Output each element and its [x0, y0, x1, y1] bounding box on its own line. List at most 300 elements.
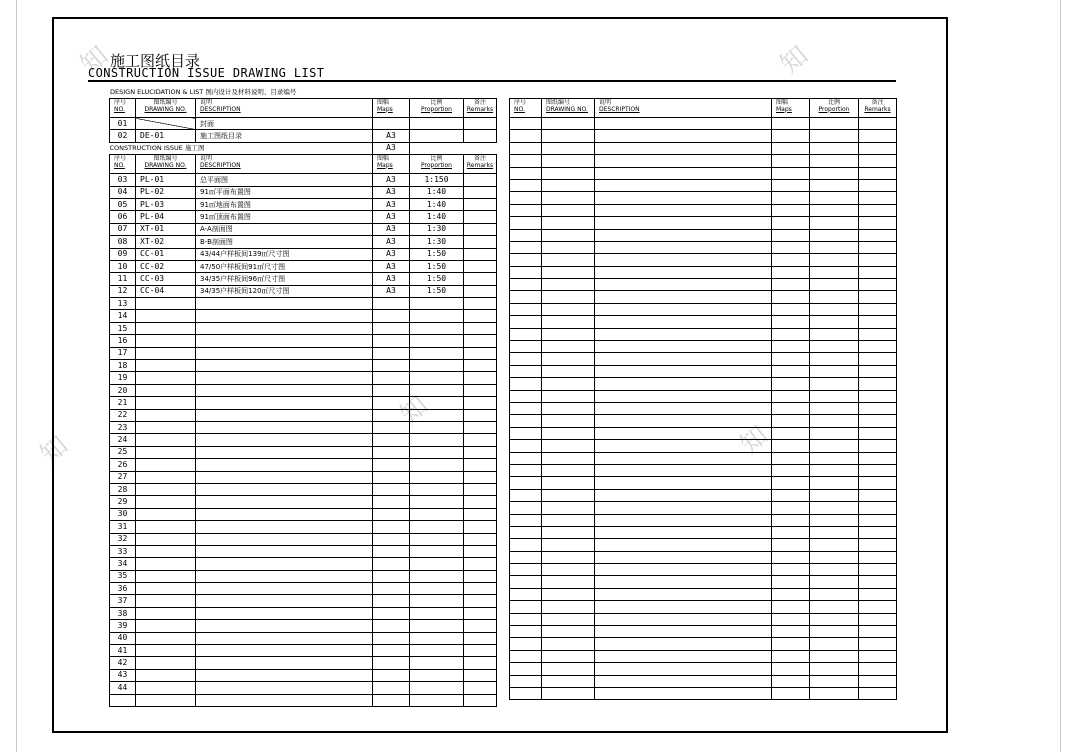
cell-description [595, 167, 772, 179]
cell-no [510, 142, 542, 154]
cell-drawing-no [136, 459, 196, 471]
cell-proportion [810, 526, 859, 538]
cell-proportion: 1:30 [410, 236, 464, 248]
cell-drawing-no [542, 229, 595, 241]
cell-description [595, 204, 772, 216]
cell-drawing-no: CC-04 [136, 285, 196, 297]
cell-drawing-no [136, 682, 196, 694]
cell-remarks [464, 521, 497, 533]
cell-drawing-no [542, 464, 595, 476]
cell-description [595, 502, 772, 514]
table-row [510, 464, 897, 476]
cell-no: 35 [110, 570, 136, 582]
cell-description [196, 521, 373, 533]
cell-no: 27 [110, 471, 136, 483]
cell-drawing-no: PL-03 [136, 198, 196, 210]
cell-maps [373, 645, 410, 657]
header-description: 说明 DESCRIPTION [595, 99, 772, 118]
cell-maps [772, 266, 810, 278]
table-row [510, 539, 897, 551]
cell-remarks [464, 211, 497, 223]
cell-description [595, 564, 772, 576]
cell-no [510, 279, 542, 291]
table-row [510, 229, 897, 241]
cell-remarks [464, 310, 497, 322]
cell-drawing-no [542, 365, 595, 377]
cell-no: 02 [110, 130, 136, 142]
cell-drawing-no [542, 539, 595, 551]
cell-no: 32 [110, 533, 136, 545]
cell-maps [772, 502, 810, 514]
cell-description: A-A剖面图 [196, 223, 373, 235]
cell-maps: A3 [373, 186, 410, 198]
cell-drawing-no [542, 204, 595, 216]
cell-proportion [410, 310, 464, 322]
cell-proportion [410, 335, 464, 347]
cell-no: 38 [110, 607, 136, 619]
table-row [510, 613, 897, 625]
cell-maps [373, 669, 410, 681]
cell-description [595, 390, 772, 402]
table-row [110, 118, 497, 130]
cell-description [196, 483, 373, 495]
cell-drawing-no [542, 316, 595, 328]
cell-no [510, 650, 542, 662]
cell-drawing-no: PL-04 [136, 211, 196, 223]
section-row [110, 142, 497, 154]
cell-drawing-no [136, 118, 196, 130]
cell-no [510, 663, 542, 675]
cell-proportion: 1:50 [410, 248, 464, 260]
cell-no: 44 [110, 682, 136, 694]
cell-remarks [464, 372, 497, 384]
cell-proportion [810, 204, 859, 216]
cell-maps: A3 [373, 174, 410, 186]
table-row [510, 179, 897, 191]
cell-remarks [464, 347, 497, 359]
cell-no [510, 576, 542, 588]
cell-remarks [859, 415, 897, 427]
cell-maps [772, 576, 810, 588]
cell-description [196, 384, 373, 396]
cell-no [510, 464, 542, 476]
table-row [110, 620, 497, 632]
cell-drawing-no [542, 402, 595, 414]
table-row [510, 415, 897, 427]
cell-description [595, 291, 772, 303]
cell-remarks [859, 576, 897, 588]
cell-maps: A3 [373, 211, 410, 223]
cell-no [510, 353, 542, 365]
table-row [510, 118, 897, 130]
cell-no [510, 477, 542, 489]
header-proportion: 比例 Proportion [410, 155, 464, 174]
cell-description [595, 179, 772, 191]
cell-remarks [464, 533, 497, 545]
cell-proportion [810, 118, 859, 130]
cell-description [595, 341, 772, 353]
table-row [510, 316, 897, 328]
cell-proportion [410, 397, 464, 409]
cell-remarks [859, 663, 897, 675]
cell-description [595, 130, 772, 142]
cell-remarks [464, 446, 497, 458]
table-row [510, 142, 897, 154]
cell-proportion [410, 118, 464, 130]
cell-no [510, 341, 542, 353]
cell-no [510, 415, 542, 427]
table-row [510, 551, 897, 563]
cell-remarks [859, 291, 897, 303]
cell-maps: A3 [373, 248, 410, 260]
cell-description [196, 421, 373, 433]
cell-proportion [410, 496, 464, 508]
cell-maps [772, 328, 810, 340]
header-remarks: 备注 Remarks [859, 99, 897, 118]
cell-proportion [810, 514, 859, 526]
cell-proportion [810, 390, 859, 402]
cell-maps [772, 303, 810, 315]
cell-no: 05 [110, 198, 136, 210]
table-row [110, 360, 497, 372]
cell-no: 37 [110, 595, 136, 607]
cell-proportion [810, 341, 859, 353]
cell-no: 12 [110, 285, 136, 297]
cell-maps [373, 372, 410, 384]
cell-remarks [464, 496, 497, 508]
cell-description [595, 266, 772, 278]
cell-description [595, 316, 772, 328]
cell-proportion [810, 353, 859, 365]
cell-no [510, 489, 542, 501]
cell-maps [373, 533, 410, 545]
cell-no: 26 [110, 459, 136, 471]
cell-proportion [810, 167, 859, 179]
cell-drawing-no [542, 341, 595, 353]
cell-proportion [810, 452, 859, 464]
cell-remarks [464, 459, 497, 471]
table-row [510, 514, 897, 526]
cell-proportion [810, 179, 859, 191]
cell-proportion [410, 421, 464, 433]
cell-description [595, 638, 772, 650]
cell-remarks [464, 434, 497, 446]
table-row [510, 192, 897, 204]
cell-proportion [410, 632, 464, 644]
cell-proportion [410, 645, 464, 657]
cell-proportion [810, 576, 859, 588]
table-row [510, 291, 897, 303]
cell-no: 18 [110, 360, 136, 372]
cell-drawing-no [136, 335, 196, 347]
cell-description [196, 682, 373, 694]
cell-maps [772, 402, 810, 414]
table-row [510, 328, 897, 340]
design-section-label: DESIGN ELUCIDATION & LIST 图内设计及材料说明、目录编号 [110, 88, 297, 96]
header-proportion: 比例 Proportion [810, 99, 859, 118]
table-row [510, 353, 897, 365]
table-row [110, 508, 497, 520]
cell-maps [772, 551, 810, 563]
cell-remarks [464, 322, 497, 334]
cell-proportion [810, 464, 859, 476]
cell-drawing-no [136, 372, 196, 384]
cell-description [196, 310, 373, 322]
cell-remarks [464, 421, 497, 433]
cell-description: 34/35户样板间120㎡尺寸图 [196, 285, 373, 297]
cell-proportion [410, 682, 464, 694]
cell-proportion [410, 298, 464, 310]
cell-drawing-no [542, 241, 595, 253]
cell-description [595, 452, 772, 464]
cell-description [595, 402, 772, 414]
cell-description [196, 459, 373, 471]
header-maps: 图幅 Maps [772, 99, 810, 118]
cell-description [196, 508, 373, 520]
table-row [510, 489, 897, 501]
cell-remarks [464, 260, 497, 272]
table-row [110, 570, 497, 582]
cell-drawing-no: CC-03 [136, 273, 196, 285]
cell-maps [772, 390, 810, 402]
cell-description: 施工图纸目录 [196, 130, 373, 142]
cell-drawing-no [542, 167, 595, 179]
table-row [510, 303, 897, 315]
cell-proportion [410, 459, 464, 471]
cell-description [196, 583, 373, 595]
cell-remarks [859, 440, 897, 452]
table-row [510, 365, 897, 377]
cell-maps [373, 483, 410, 495]
cell-maps [772, 626, 810, 638]
cell-description [196, 322, 373, 334]
cell-proportion [810, 402, 859, 414]
table-row [110, 669, 497, 681]
cell-remarks [859, 601, 897, 613]
cell-maps: A3 [373, 142, 410, 154]
table-row [110, 347, 497, 359]
cell-drawing-no [136, 545, 196, 557]
cell-remarks [464, 236, 497, 248]
cell-remarks [859, 402, 897, 414]
header-drawing-no: 图纸编号 DRAWING NO. [136, 155, 196, 174]
cell-remarks [464, 360, 497, 372]
cell-description [595, 142, 772, 154]
cell-maps [772, 229, 810, 241]
cell-proportion [810, 217, 859, 229]
cell-drawing-no [542, 502, 595, 514]
cell-maps [373, 570, 410, 582]
cell-remarks [464, 118, 497, 130]
cell-drawing-no [542, 613, 595, 625]
table-row [110, 583, 497, 595]
cell-proportion [810, 687, 859, 699]
table-row [510, 452, 897, 464]
cell-description [196, 645, 373, 657]
cell-no [510, 179, 542, 191]
cell-remarks [859, 539, 897, 551]
table-row [110, 558, 497, 570]
cell-description [595, 328, 772, 340]
cell-remarks [859, 390, 897, 402]
cell-remarks [464, 384, 497, 396]
cell-drawing-no [136, 669, 196, 681]
cell-no: 23 [110, 421, 136, 433]
cell-description [595, 626, 772, 638]
cell-no [510, 130, 542, 142]
cell-proportion [810, 130, 859, 142]
cell-description [595, 217, 772, 229]
cell-proportion [810, 142, 859, 154]
table-row [110, 446, 497, 458]
cell-remarks [464, 558, 497, 570]
cell-remarks [859, 452, 897, 464]
table-row [110, 248, 497, 260]
cell-remarks [464, 130, 497, 142]
watermark-mark: 知 [75, 40, 115, 81]
cell-no [510, 539, 542, 551]
cell-description [595, 279, 772, 291]
cell-no [510, 155, 542, 167]
table-row [110, 632, 497, 644]
cell-description [595, 588, 772, 600]
cell-description [595, 303, 772, 315]
cell-remarks [859, 341, 897, 353]
cell-description [196, 446, 373, 458]
cell-drawing-no [542, 291, 595, 303]
cell-drawing-no: XT-02 [136, 236, 196, 248]
cell-no [510, 316, 542, 328]
cell-drawing-no [542, 588, 595, 600]
table-row [510, 266, 897, 278]
cell-drawing-no: PL-01 [136, 174, 196, 186]
cell-proportion [410, 620, 464, 632]
cell-no: 21 [110, 397, 136, 409]
cell-no: 04 [110, 186, 136, 198]
cell-description: 封面 [196, 118, 373, 130]
cell-no [510, 266, 542, 278]
watermark-mark: 知 [35, 430, 75, 471]
cell-proportion [410, 372, 464, 384]
cell-description [196, 632, 373, 644]
cell-proportion [410, 483, 464, 495]
cell-description [595, 378, 772, 390]
cell-maps: A3 [373, 198, 410, 210]
cell-maps: A3 [373, 285, 410, 297]
cell-maps [373, 446, 410, 458]
table-row [510, 254, 897, 266]
cell-drawing-no [136, 508, 196, 520]
cell-proportion [410, 694, 464, 706]
drawing-list-table-right [509, 98, 897, 700]
table-row [510, 402, 897, 414]
table-row [510, 378, 897, 390]
cell-remarks [859, 254, 897, 266]
cell-proportion [410, 384, 464, 396]
cell-maps [373, 434, 410, 446]
cell-description [595, 539, 772, 551]
cell-description [196, 335, 373, 347]
cell-maps [373, 397, 410, 409]
cell-proportion [410, 409, 464, 421]
cell-no: 10 [110, 260, 136, 272]
cell-no: 42 [110, 657, 136, 669]
cell-proportion: 1:50 [410, 260, 464, 272]
cell-drawing-no [542, 192, 595, 204]
cell-drawing-no [136, 347, 196, 359]
cell-remarks [464, 607, 497, 619]
cell-remarks [464, 223, 497, 235]
cell-description [595, 514, 772, 526]
cell-proportion [410, 360, 464, 372]
cell-description: 91㎡平面布置图 [196, 186, 373, 198]
cell-empty [410, 142, 464, 154]
cell-maps [772, 663, 810, 675]
cell-maps [772, 241, 810, 253]
cell-remarks [859, 613, 897, 625]
cell-drawing-no [542, 328, 595, 340]
right-guide-line [1060, 0, 1061, 752]
table-row [110, 496, 497, 508]
cell-proportion [810, 588, 859, 600]
cell-maps [373, 521, 410, 533]
cell-proportion [810, 316, 859, 328]
cell-remarks [859, 241, 897, 253]
cell-proportion: 1:40 [410, 211, 464, 223]
cell-description [595, 464, 772, 476]
cell-proportion [810, 539, 859, 551]
cell-maps [373, 360, 410, 372]
cell-no [510, 204, 542, 216]
cell-drawing-no [136, 496, 196, 508]
cell-proportion [810, 427, 859, 439]
cell-remarks [464, 657, 497, 669]
header-remarks: 备注 Remarks [464, 99, 497, 118]
cell-maps: A3 [373, 223, 410, 235]
cell-maps [772, 452, 810, 464]
cell-no: 30 [110, 508, 136, 520]
cell-drawing-no [542, 118, 595, 130]
cell-drawing-no [542, 626, 595, 638]
cell-remarks [859, 477, 897, 489]
cell-remarks [464, 186, 497, 198]
cell-drawing-no [542, 415, 595, 427]
cell-proportion [810, 328, 859, 340]
cell-maps [373, 657, 410, 669]
table-row [110, 694, 497, 706]
table-row [510, 390, 897, 402]
cell-proportion [410, 545, 464, 557]
cell-drawing-no [136, 322, 196, 334]
cell-proportion [810, 564, 859, 576]
cell-drawing-no [136, 471, 196, 483]
cell-drawing-no: DE-01 [136, 130, 196, 142]
cell-drawing-no [542, 179, 595, 191]
table-row [110, 260, 497, 272]
cell-maps [772, 353, 810, 365]
header-no: 序号 NO. [510, 99, 542, 118]
cell-description [595, 687, 772, 699]
cell-description: B-B剖面图 [196, 236, 373, 248]
cell-proportion [810, 378, 859, 390]
cell-proportion [810, 502, 859, 514]
cell-remarks [464, 483, 497, 495]
cell-proportion [410, 533, 464, 545]
table-row [510, 502, 897, 514]
cell-no [510, 675, 542, 687]
cell-maps [772, 687, 810, 699]
cell-remarks [859, 626, 897, 638]
